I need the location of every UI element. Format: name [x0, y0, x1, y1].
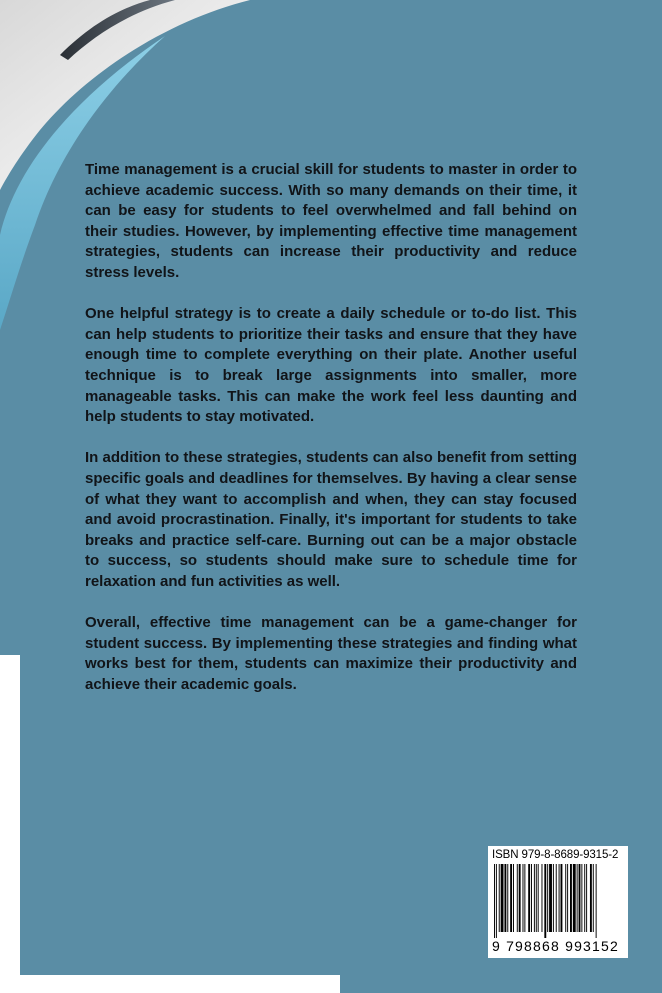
- paragraph-3: In addition to these strategies, students can also benefit from setting specific goals and deadlines for themselves. By having a clear sense of what they want to accomplish and when, they can stay focused and avoid procrastination. Finally, it's important for students to take breaks and practice self-care. Burning out can be a major obstacle to success, so students should make sure to schedule time for relaxation and fun activities as well.: [85, 449, 577, 590]
- paragraph-4: Overall, effective time management can be a game-changer for student success. By implementing these strategies and finding what works best for them, students can maximize their productivity and achieve their academic goals.: [85, 614, 577, 693]
- back-cover-blurb: [85, 160, 577, 716]
- page-edge: [0, 655, 20, 993]
- paragraph-1: Time management is a crucial skill for students to master in order to achieve academic success. With so many demands on their time, it can be easy for students to feel overwhelmed and fall behind on their studies. However, by implementing effective time management strategies, students can increase their productivity and reduce stress levels.: [85, 161, 577, 281]
- page-edge-bottom: [0, 975, 340, 993]
- barcode-digits: 9 798868 993152: [492, 938, 619, 954]
- barcode-bars: [492, 864, 624, 938]
- isbn-barcode: [488, 846, 628, 958]
- paragraph-2: One helpful strategy is to create a daily schedule or to-do list. This can help students to prioritize their tasks and ensure that they have enough time to complete everything on their plate. Another useful technique is to break large assignments into smaller, more manageable tasks. This can make the work feel less daunting and help students to stay motivated.: [85, 305, 577, 426]
- isbn-label: ISBN 979-8-8689-9315-2: [492, 849, 619, 861]
